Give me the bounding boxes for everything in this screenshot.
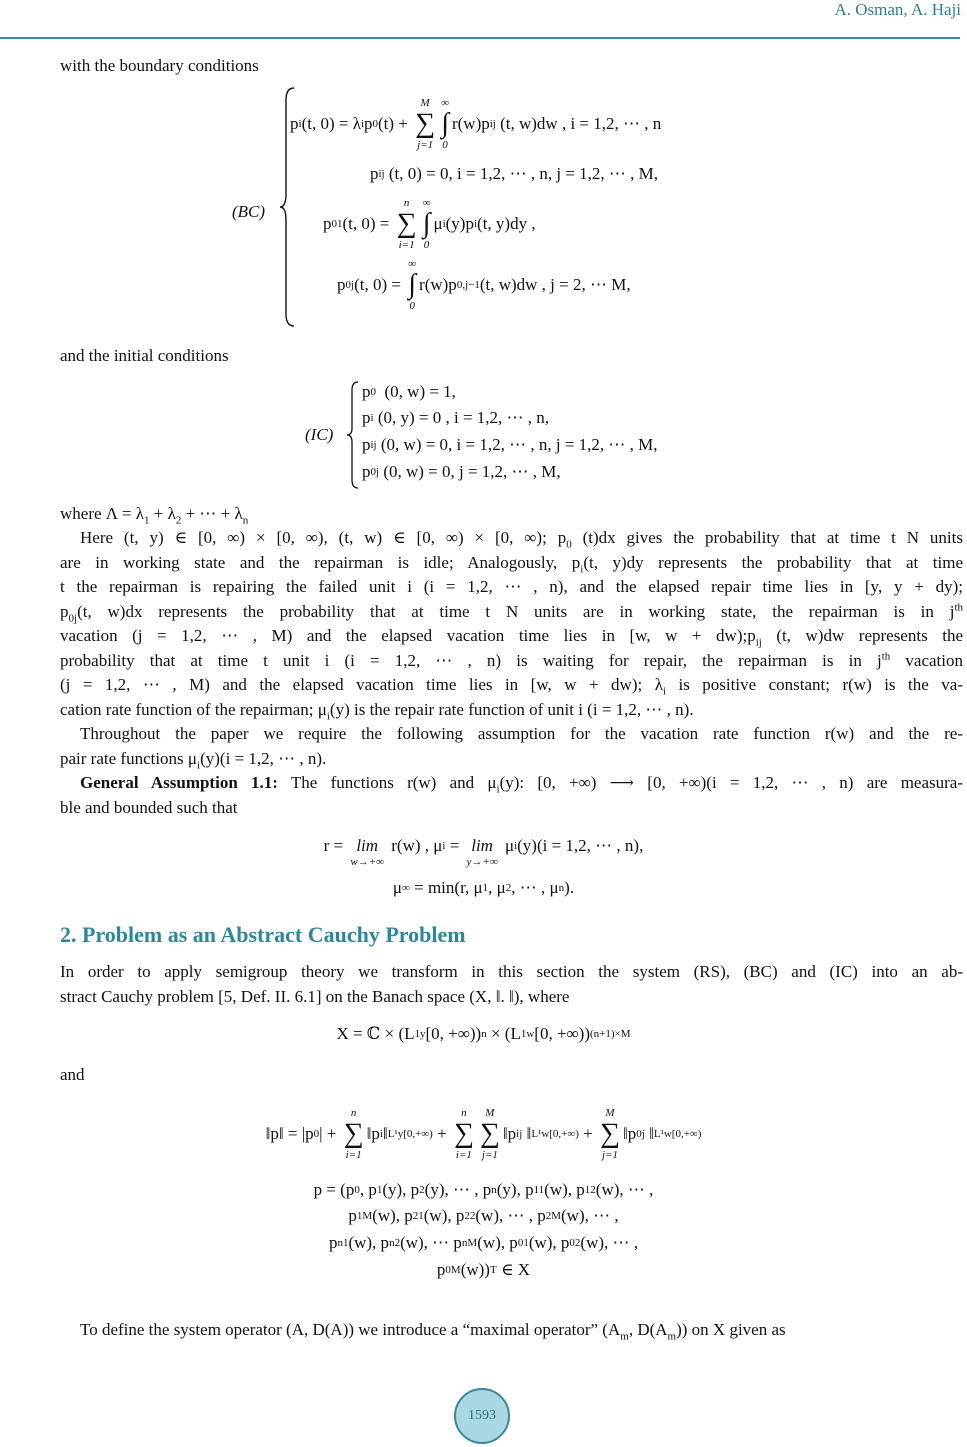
text-run: (t, 0) = λ bbox=[301, 114, 361, 133]
summation-operator bbox=[454, 1107, 474, 1161]
upper-limit: M bbox=[605, 1107, 615, 1119]
lower-limit: j=1 bbox=[481, 1149, 498, 1161]
text-run: is positive constant; r(w) is the va- bbox=[666, 675, 963, 694]
lower-limit: i=1 bbox=[345, 1149, 362, 1161]
text-run: r = bbox=[323, 836, 348, 855]
text-run: [0, +∞)) bbox=[425, 1024, 482, 1043]
text-run: , p bbox=[359, 1180, 377, 1199]
subscript: 0j bbox=[68, 612, 78, 625]
bc-equation-2: p ij (t, 0) = 0, i = 1,2, ⋯ , n, j = 1,2, ⋯ , M, bbox=[370, 164, 658, 183]
text-run: (j = 1,2, ⋯ , M) and the elapsed vacation time lies in [w, w + dw); λ bbox=[60, 675, 663, 694]
vector-line: p 1M (w), p 21 (w), p 22 (w), ⋯ , p 2M (w), ⋯ , bbox=[348, 1206, 619, 1225]
bold-label: General Assumption 1.1: bbox=[80, 773, 278, 792]
text-run: (w), p bbox=[423, 1206, 465, 1225]
limit-operator bbox=[467, 836, 498, 868]
summation-operator bbox=[415, 97, 435, 151]
text-run: (y)(i = 1,2, ⋯ , n), bbox=[517, 836, 644, 855]
paragraph-line bbox=[60, 576, 963, 598]
text-run: p bbox=[290, 114, 299, 133]
paragraph-line bbox=[60, 650, 963, 672]
text-run: (w)) bbox=[460, 1260, 490, 1279]
summation-operator bbox=[397, 197, 417, 251]
lower-limit: j=1 bbox=[601, 1149, 618, 1161]
subscript: m bbox=[667, 1330, 677, 1343]
text-run: μ bbox=[392, 878, 403, 897]
bc-label: (BC) bbox=[232, 202, 266, 221]
text-run: (y), ⋯ , p bbox=[424, 1180, 492, 1199]
subscript: 1 bbox=[144, 514, 150, 527]
text-run: (t) + bbox=[378, 114, 413, 133]
ic-equation-4: p 0j (0, w) = 0, j = 1,2, ⋯ , M, bbox=[362, 462, 561, 481]
lower-limit: 0 bbox=[442, 139, 448, 151]
section-paragraph-line bbox=[60, 986, 569, 1008]
vector-line: p = (p 0 , p 1 (y), p 2 (y), ⋯ , p n (y), p 11 (w), p 12 (w), ⋯ , bbox=[313, 1180, 654, 1199]
text-run: vacation bbox=[890, 651, 963, 670]
space-definition: X = ℂ × (L 1 y [0, +∞)) n × (L 1 w [0, +∞)) (n+1)×M bbox=[336, 1024, 631, 1043]
text-run: p bbox=[362, 408, 371, 427]
text-run: (t, 0) = bbox=[354, 275, 406, 294]
text-run: , D(A bbox=[628, 1320, 668, 1339]
text-run: p bbox=[436, 1260, 446, 1279]
text-run: (y): [0, +∞) ⟶ [0, +∞)(i = 1,2, ⋯ , n) are measura- bbox=[499, 773, 964, 792]
summation-operator bbox=[344, 1107, 364, 1161]
text-run: r(w) , μ bbox=[387, 836, 443, 855]
subscript: m bbox=[620, 1330, 629, 1343]
text-run: (w), p bbox=[477, 1233, 518, 1252]
text-run: p bbox=[362, 382, 371, 401]
text-run: (t, y)dy represents the probability that at time bbox=[583, 553, 964, 572]
text-run: stract Cauchy problem [5, Def. II. 6.1] on the Banach space (X, ‖. ‖), where bbox=[60, 987, 570, 1006]
text-run: (w), p bbox=[528, 1233, 570, 1252]
define-operator-line bbox=[80, 1319, 786, 1341]
text-run: (0, w) = 0, j = 1,2, ⋯ , M, bbox=[379, 462, 561, 481]
upper-limit: ∞ bbox=[422, 197, 431, 209]
text-run: vacation (j = 1,2, ⋯ , M) and the elapsed vacation time lies in [w, w + dw);p bbox=[60, 626, 756, 645]
paragraph-line bbox=[60, 748, 326, 770]
text-run: Here (t, y) ∈ [0, ∞) × [0, ∞), (t, w) ∈ [0, ∞) × [0, ∞); p bbox=[80, 528, 567, 547]
operator-symbol: ∫ bbox=[441, 108, 449, 139]
ic-brace bbox=[345, 380, 361, 490]
operator-symbol: ∑ bbox=[479, 1118, 500, 1149]
text-run: are in working state and the repairman is idle; Analogously, p bbox=[60, 553, 581, 572]
text-run: (w), p bbox=[544, 1180, 585, 1199]
limits-equation: r = lim w→+∞ r(w) , μ i = lim y→+∞ μ i (y)(i = 1,2, ⋯ , n), bbox=[323, 836, 644, 868]
text-run: (t, 0) = bbox=[342, 214, 394, 233]
text-run: (0, w) = 1, bbox=[376, 382, 456, 401]
text-run: r(w)p bbox=[451, 114, 490, 133]
text-run: = min(r, μ bbox=[409, 878, 483, 897]
text-run: (w), ⋯ , bbox=[595, 1180, 654, 1199]
operator-symbol: ∑ bbox=[453, 1118, 474, 1149]
paragraph-line bbox=[60, 625, 963, 647]
limit-subscript: y→+∞ bbox=[466, 856, 498, 868]
text-run: p bbox=[323, 214, 332, 233]
paragraph-line bbox=[60, 552, 963, 574]
text-run: (t, w)dw , j = 2, ⋯ M, bbox=[479, 275, 631, 294]
ic-equation-2: p i (0, y) = 0 , i = 1,2, ⋯ , n, bbox=[362, 408, 550, 427]
lower-limit: i=1 bbox=[455, 1149, 472, 1161]
subscript: i bbox=[496, 783, 500, 796]
text-run: where Λ = λ bbox=[60, 504, 144, 523]
limit-symbol: lim bbox=[356, 836, 379, 855]
paragraph-line bbox=[60, 674, 963, 696]
paragraph-line bbox=[80, 527, 963, 549]
subscript: n bbox=[242, 514, 249, 527]
upper-limit: ∞ bbox=[441, 97, 449, 109]
text-run: ‖p bbox=[502, 1124, 517, 1143]
text-run: (w), p bbox=[348, 1233, 390, 1252]
and-word: and bbox=[60, 1065, 85, 1084]
text-run: To define the system operator (A, D(A)) we introduce a “maximal operator” (A bbox=[80, 1320, 621, 1339]
summation-operator bbox=[480, 1107, 500, 1161]
upper-limit: n bbox=[350, 1107, 357, 1119]
operator-symbol: ∑ bbox=[415, 108, 436, 139]
lower-limit: j=1 bbox=[417, 139, 434, 151]
text-run: ‖p bbox=[366, 1124, 380, 1143]
boundary-conditions-intro: with the boundary conditions bbox=[60, 56, 259, 75]
integral-operator bbox=[408, 258, 416, 312]
operator-symbol: ∑ bbox=[600, 1118, 620, 1149]
limit-operator bbox=[350, 836, 384, 868]
text-run: X = ℂ × (L bbox=[336, 1024, 415, 1043]
text-run: p bbox=[362, 462, 371, 481]
page-number: 1593 bbox=[454, 1388, 510, 1444]
subscript: 2 bbox=[175, 514, 182, 527]
text-run: t the repairman is repairing the failed unit i (i = 1,2, ⋯ , n), and the elapsed repair time lies in [y, y + dy); bbox=[60, 577, 963, 596]
text-run: ‖ bbox=[644, 1124, 654, 1143]
limit-symbol: lim bbox=[471, 836, 493, 855]
text-run: (w), ⋯ , bbox=[580, 1233, 639, 1252]
text-run: Throughout the paper we require the following assumption for the vacation rate function r(w) and the re- bbox=[80, 724, 963, 743]
text-run: (0, y) = 0 , i = 1,2, ⋯ , n, bbox=[373, 408, 550, 427]
section-heading: 2. Problem as an Abstract Cauchy Problem bbox=[60, 922, 466, 947]
vector-line: p 0M (w)) T ∈ X bbox=[436, 1260, 531, 1279]
operator-symbol: ∫ bbox=[422, 208, 431, 239]
text-run: ‖p bbox=[622, 1124, 637, 1143]
text-run: (t, w)dx represents the probability that at time t N units are in working state, the repairman is in j bbox=[77, 602, 955, 621]
text-run: (y)p bbox=[445, 214, 474, 233]
text-run: (t, y)dy , bbox=[477, 214, 536, 233]
text-run: r(w)p bbox=[419, 275, 457, 294]
text-run: In order to apply semigroup theory we transform in this section the system (RS), (BC) and (IC) into an ab- bbox=[60, 962, 963, 981]
text-run: (w), ⋯ , p bbox=[475, 1206, 546, 1225]
ic-equation-3: p ij (0, w) = 0, i = 1,2, ⋯ , n, j = 1,2, ⋯ , M, bbox=[362, 435, 658, 454]
bc-equation-4: p 0j (t, 0) = ∞ ∫ 0 r(w)p 0,j−1 (t, w)dw , j = 2, ⋯ M, bbox=[337, 258, 631, 312]
text-run: , ⋯ , μ bbox=[511, 878, 559, 897]
bc-equation-3: p 01 (t, 0) = n ∑ i=1 ∞ ∫ 0 μ i (y)p i (t, y)dy , bbox=[323, 197, 536, 251]
text-run: The functions r(w) and μ bbox=[277, 773, 497, 792]
text-run: ble and bounded such that bbox=[60, 798, 238, 817]
text-run: (y), p bbox=[382, 1180, 420, 1199]
text-run: , μ bbox=[488, 878, 506, 897]
vector-line: p n1 (w), p n2 (w), ⋯ p nM (w), p 01 (w), p 02 (w), ⋯ , bbox=[328, 1233, 639, 1252]
text-run: μ bbox=[433, 214, 443, 233]
text-run: ∈ X bbox=[496, 1260, 531, 1279]
text-run: (t, w)dw represents the bbox=[761, 626, 963, 645]
superscript: th bbox=[881, 650, 891, 663]
text-run: + λ bbox=[149, 504, 176, 523]
operator-symbol: ∫ bbox=[408, 269, 416, 300]
text-run: = bbox=[445, 836, 464, 855]
text-run: ). bbox=[564, 878, 575, 897]
text-run: (w), ⋯ p bbox=[400, 1233, 462, 1252]
text-run: (t, w)dw , i = 1,2, ⋯ , n bbox=[495, 114, 662, 133]
upper-limit: M bbox=[485, 1107, 495, 1119]
subscript: i bbox=[580, 563, 584, 576]
text-run: p bbox=[370, 164, 379, 183]
text-run: [0, +∞)) bbox=[534, 1024, 590, 1043]
where-lambda-definition bbox=[60, 503, 248, 525]
upper-limit: ∞ bbox=[408, 258, 417, 270]
operator-symbol: ∑ bbox=[343, 1118, 364, 1149]
text-run: p bbox=[348, 1206, 357, 1225]
assumption-line bbox=[60, 797, 238, 819]
upper-limit: M bbox=[420, 97, 430, 109]
text-run: (y) is the repair rate function of unit i (i = 1,2, ⋯ , n). bbox=[329, 700, 694, 719]
superscript: th bbox=[954, 601, 963, 614]
text-run: μ bbox=[500, 836, 515, 855]
norm-definition: ‖p‖ = |p 0 | + n ∑ i=1 ‖p i ‖ L¹y[0,+∞) + n ∑ i=1 M ∑ j=1 ‖p ij ‖ L¹w[0,+∞) + M ∑ j=1 ‖p 0j ‖ L¹w[0,+∞) bbox=[265, 1107, 702, 1161]
limit-subscript: w→+∞ bbox=[350, 856, 384, 868]
text-run: pair rate functions μ bbox=[60, 749, 198, 768]
subscript: ij bbox=[755, 636, 762, 649]
upper-limit: n bbox=[461, 1107, 467, 1119]
summation-operator bbox=[600, 1107, 620, 1161]
text-run: ‖ bbox=[382, 1124, 388, 1143]
text-run: (w), p bbox=[372, 1206, 413, 1225]
min-equation: μ ∞ = min(r, μ 1 , μ 2 , ⋯ , μ n ). bbox=[392, 878, 575, 897]
text-run: (t)dx gives the probability that at time t N units bbox=[571, 528, 963, 547]
subscript: 0 bbox=[566, 538, 572, 551]
ic-label: (IC) bbox=[305, 425, 334, 444]
running-header-authors: A. Osman, A. Haji bbox=[834, 0, 961, 19]
operator-symbol: ∑ bbox=[396, 208, 417, 239]
text-run: | + bbox=[319, 1124, 341, 1143]
text-run: (w), ⋯ , bbox=[561, 1206, 619, 1225]
text-run: (y)(i = 1,2, ⋯ , n). bbox=[200, 749, 327, 768]
text-run: (y), p bbox=[496, 1180, 534, 1199]
text-run: + bbox=[432, 1124, 451, 1143]
text-run: + ⋯ + λ bbox=[181, 504, 243, 523]
text-run: (0, w) = 0, i = 1,2, ⋯ , n, j = 1,2, ⋯ , M, bbox=[376, 435, 658, 454]
lower-limit: 0 bbox=[423, 239, 430, 251]
ic-equation-1: p 0 (0, w) = 1, bbox=[362, 382, 456, 401]
text-run: ‖ bbox=[522, 1124, 532, 1143]
paragraph-line bbox=[60, 601, 963, 623]
lower-limit: i=1 bbox=[398, 239, 415, 251]
integral-operator bbox=[441, 97, 449, 151]
text-run: ‖p‖ = |p bbox=[265, 1124, 314, 1143]
subscript: i bbox=[197, 759, 201, 772]
integral-operator bbox=[423, 197, 431, 251]
text-run: )) on X given as bbox=[676, 1320, 786, 1339]
text-run: (t, 0) = 0, i = 1,2, ⋯ , n, j = 1,2, ⋯ , M, bbox=[384, 164, 658, 183]
upper-limit: n bbox=[403, 197, 410, 209]
paragraph-line bbox=[60, 699, 694, 721]
text-run: p bbox=[328, 1233, 338, 1252]
section-paragraph-line bbox=[60, 961, 963, 983]
assumption-line bbox=[80, 772, 963, 794]
text-run: p bbox=[362, 435, 371, 454]
text-run: p = (p bbox=[313, 1180, 355, 1199]
text-run: p bbox=[60, 602, 69, 621]
text-run: + bbox=[578, 1124, 597, 1143]
text-run: probability that at time t unit i (i = 1,2, ⋯ , n) is waiting for repair, the repairman is in j bbox=[60, 651, 882, 670]
bc-equation-1: p i (t, 0) = λ i p 0 (t) + M ∑ j=1 ∞ ∫ 0 r(w)p ij (t, w)dw , i = 1,2, ⋯ , n bbox=[290, 97, 662, 151]
header-rule bbox=[0, 37, 960, 39]
text-run: p bbox=[364, 114, 373, 133]
subscript: i bbox=[662, 685, 666, 698]
paragraph-line bbox=[80, 723, 963, 745]
text-run: p bbox=[337, 275, 346, 294]
text-run: × (L bbox=[486, 1024, 521, 1043]
initial-conditions-intro: and the initial conditions bbox=[60, 346, 229, 365]
subscript: i bbox=[326, 710, 330, 723]
text-run: cation rate function of the repairman; μ bbox=[60, 700, 327, 719]
lower-limit: 0 bbox=[409, 300, 415, 312]
